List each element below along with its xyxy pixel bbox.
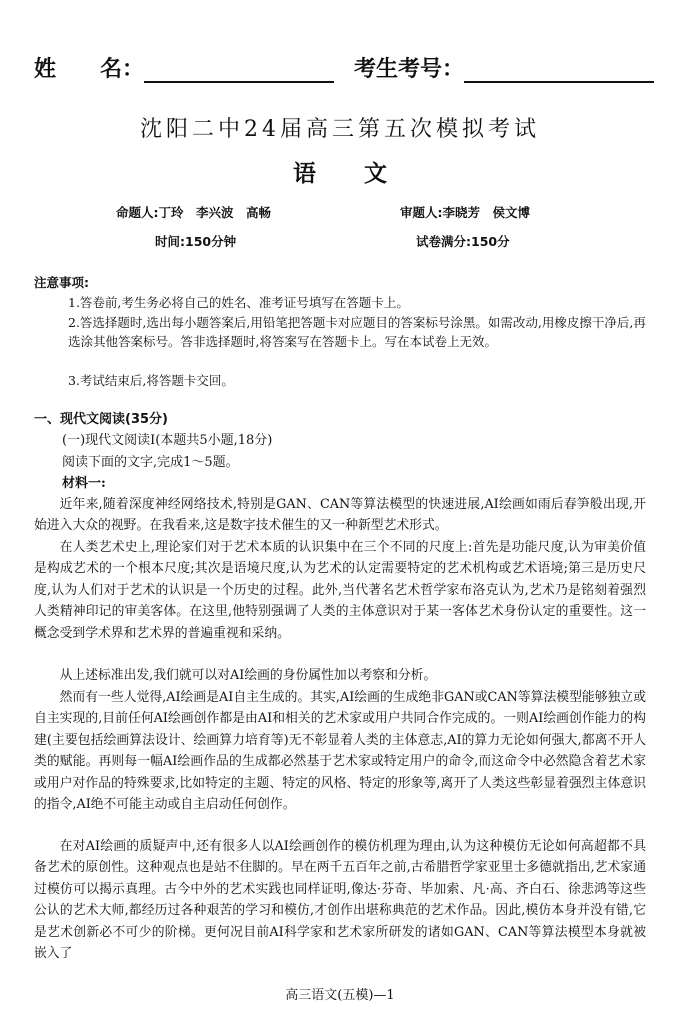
page-footer: 高三语文(五模)—1 [285,988,395,1003]
student-id-field [354,52,654,83]
authors: 命题人:丁玲 李兴波 高畅 [116,205,271,220]
material-label: 材料一: [62,476,106,491]
full-score: 试卷满分:150分 [416,234,510,249]
name-label: 姓 名： [34,57,145,82]
note-item: 1.答卷前,考生务必将自己的姓名、准考证号填写在答题卡上。 [68,295,409,310]
name-blank [144,59,334,83]
sub-heading: (一)现代文阅读Ⅰ(本题共5小题,18分) [62,433,273,448]
paragraph: 在对AI绘画的质疑声中,还有很多人以AI绘画创作的模仿机理为理由,认为这种模仿无论如何高超都不具备艺术的原创性。这种观点也是站不住脚的。早在两千五百年之前,古希腊哲学家亚里士多德就指出,艺术家通过模仿可以揭示真理。古今中外的艺术实践也同样证明,像达·芬奇、毕加索、凡·高、齐白石、徐悲鸿等这些公认的艺术大师,都经历过各种艰苦的学习和模仿,才创作出堪称典范的艺术作品。因此,模仿本身并没有错,它是艺术创新必不可少的阶梯。更何况目前AI科学家和艺术家所研发的诸如GAN、CAN等算法模型本身就被嵌入了 [34,839,646,962]
note-item: 2.答选择题时,选出每小题答案后,用铅笔把答题卡对应题目的答案标号涂黑。如需改动,用橡皮擦干净后,再选涂其他答案标号。答非选择题时,将答案写在答题卡上。写在本试卷上无效。 [68,315,646,349]
paragraph: 在人类艺术史上,理论家们对于艺术本质的认识集中在三个不同的尺度上:首先是功能尺度,认为审美价值是构成艺术的一个根本尺度;其次是语境尺度,认为艺术的认定需要特定的艺术机构或艺术语境;第三是历史尺度,认为人们对于艺术的认识是一个历史的过程。此外,当代著名艺术哲学家布洛克认为,艺术乃是铭刻着强烈人类精神印记的审美客体。在这里,他特别强调了人类的主体意识对于某一客体艺术身份认定的重要性。这一概念受到学术界和艺术界的普遍重视和采纳。 [34,540,646,641]
subject-title: 语 文 [292,161,387,187]
reviewers: 审题人:李晓芳 侯文博 [400,205,530,220]
paragraph: 然而有一些人觉得,AI绘画是AI自主生成的。其实,AI绘画的生成绝非GAN或CAN等算法模型能够独立或自主实现的,目前任何AI绘画创作都是由AI和相关的艺术家或用户共同合作完成的。一则AI绘画创作能力的构建(主要包括绘画算法设计、绘画算力培育等)无不彰显着人类的主体意志,AI的算力无论如何强大,都离不开人类的赋能。再则每一幅AI绘画作品的生成都必然基于艺术家或特定用户的命令,而这命令中必然隐含着艺术家或用户对作品的特殊要求,比如特定的主题、特定的风格、特定的形象等,离开了人类这些彰显着强烈主体意识的指令,AI绝不可能主动或自主启动任何创作。 [34,690,646,813]
instruction: 阅读下面的文字,完成1～5题。 [62,455,239,470]
notes-title: 注意事项: [34,275,89,290]
student-info-line [34,52,650,80]
student-id-blank [464,59,654,83]
paragraph: 从上述标准出发,我们就可以对AI绘画的身份属性加以考察和分析。 [59,668,437,683]
exam-time: 时间:150分钟 [155,234,237,249]
student-id-label: 考生考号： [354,57,465,82]
section-heading: 一、现代文阅读(35分) [34,412,168,427]
name-field [34,52,334,83]
note-item: 3.考试结束后,将答题卡交回。 [68,373,234,388]
paragraph: 近年来,随着深度神经网络技术,特别是GAN、CAN等算法模型的快速进展,AI绘画如雨后春笋般出现,开始进入大众的视野。在我看来,这是数字技术催生的又一种新型艺术形式。 [34,497,646,534]
exam-title: 沈阳二中24届高三第五次模拟考试 [140,117,540,142]
